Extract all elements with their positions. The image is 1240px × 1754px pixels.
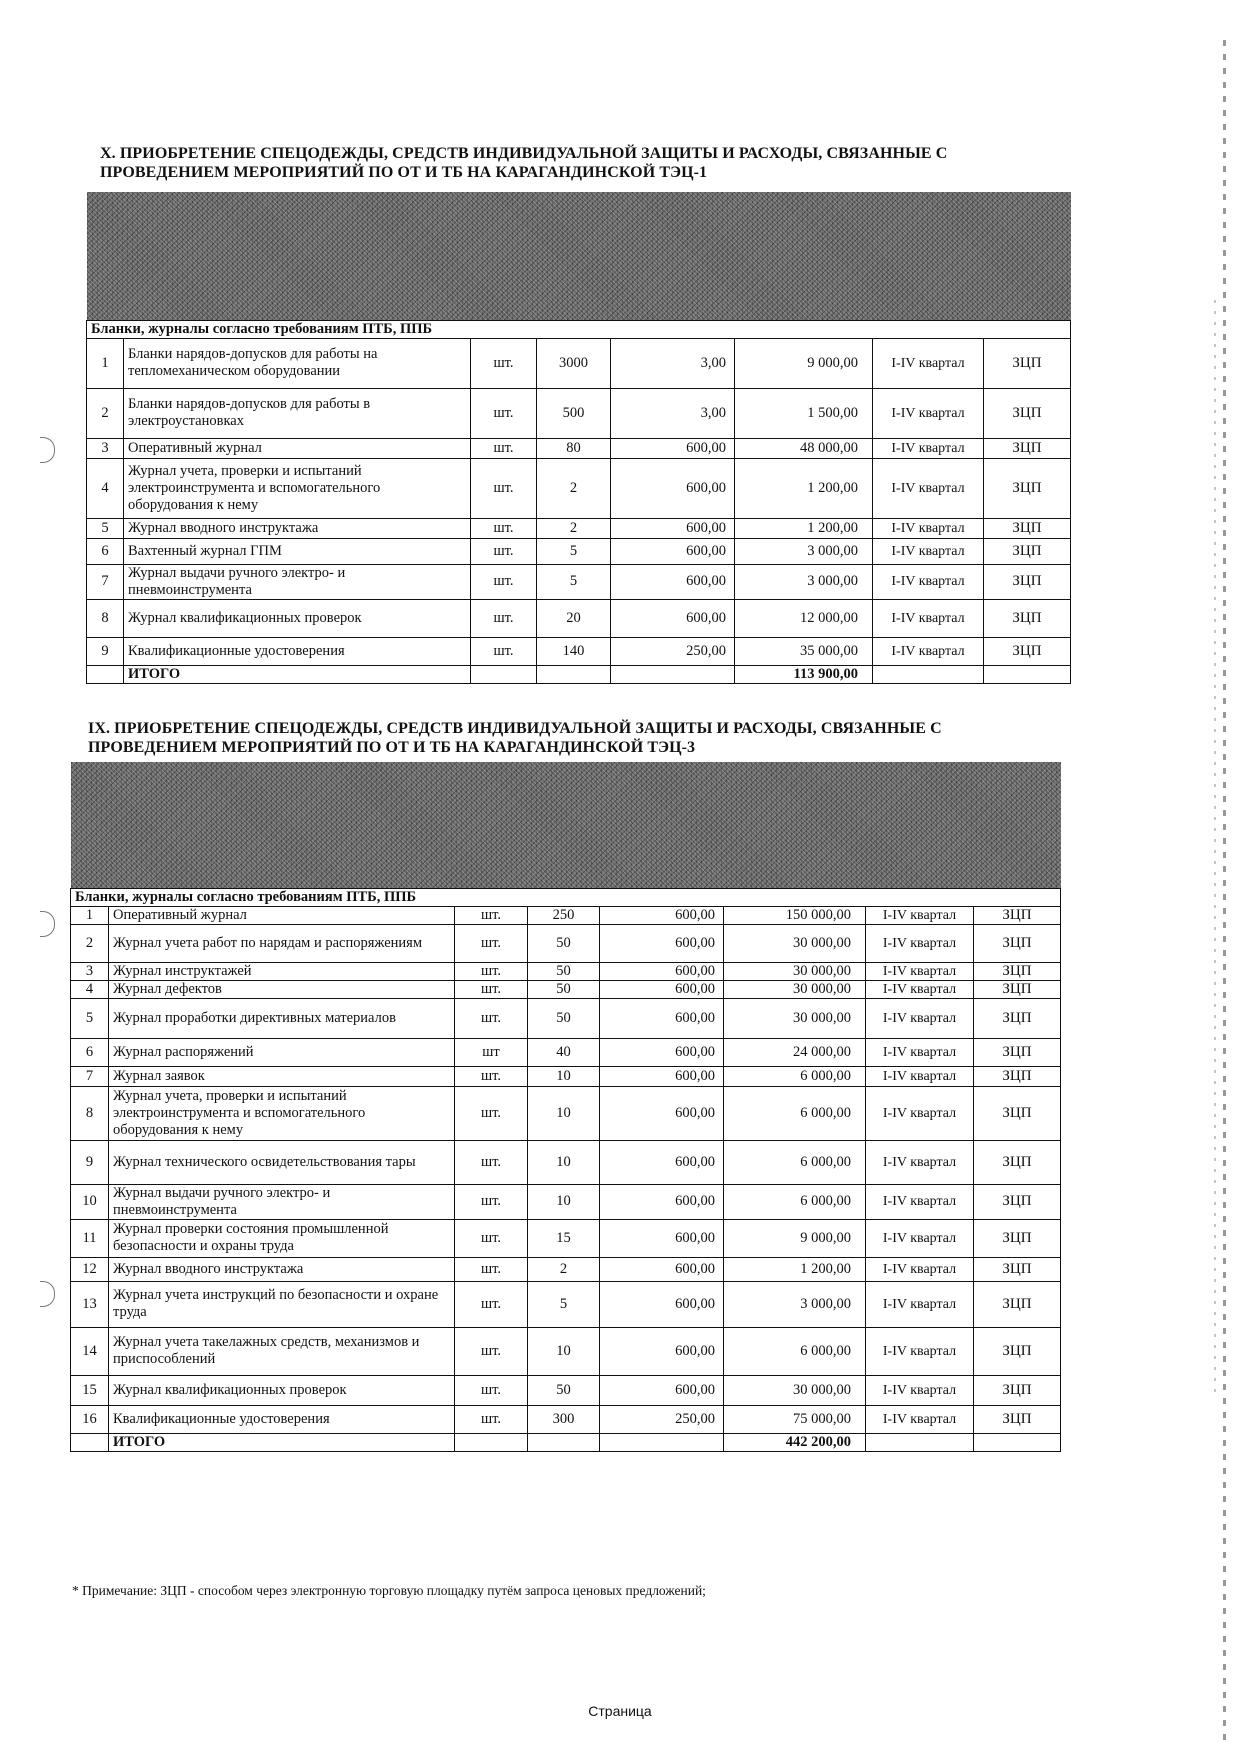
period: I-IV квартал bbox=[866, 1140, 974, 1184]
unit-price: 600,00 bbox=[600, 906, 724, 924]
unit: шт. bbox=[455, 1184, 528, 1219]
total-empty-cell bbox=[873, 665, 984, 683]
unit-price: 600,00 bbox=[600, 962, 724, 980]
row-number: 6 bbox=[71, 1038, 109, 1066]
sum: 30 000,00 bbox=[724, 962, 866, 980]
quantity: 500 bbox=[537, 388, 611, 438]
unit: шт. bbox=[455, 1140, 528, 1184]
item-name: Журнал учета, проверки и испытаний электроинструмента и вспомогательного оборудования к нему bbox=[124, 458, 471, 518]
period: I-IV квартал bbox=[866, 962, 974, 980]
total-row bbox=[87, 665, 1071, 683]
sum: 6 000,00 bbox=[724, 1086, 866, 1140]
procurement-method: ЗЦП bbox=[974, 1184, 1061, 1219]
sum: 24 000,00 bbox=[724, 1038, 866, 1066]
period: I-IV квартал bbox=[866, 1184, 974, 1219]
period: I-IV квартал bbox=[866, 1086, 974, 1140]
quantity: 50 bbox=[528, 1375, 600, 1405]
row-number: 11 bbox=[71, 1219, 109, 1257]
section1-table bbox=[86, 192, 1071, 684]
quantity: 3000 bbox=[537, 338, 611, 388]
unit-price: 600,00 bbox=[600, 1140, 724, 1184]
item-name: Оперативный журнал bbox=[124, 438, 471, 458]
table-row bbox=[87, 458, 1071, 518]
row-number: 13 bbox=[71, 1281, 109, 1327]
unit-price: 600,00 bbox=[600, 1327, 724, 1375]
procurement-method: ЗЦП bbox=[974, 980, 1061, 998]
quantity: 140 bbox=[537, 637, 611, 665]
period: I-IV квартал bbox=[866, 924, 974, 962]
item-name: Вахтенный журнал ГПМ bbox=[124, 538, 471, 564]
unit: шт. bbox=[455, 980, 528, 998]
table-row bbox=[87, 518, 1071, 538]
procurement-method: ЗЦП bbox=[974, 1327, 1061, 1375]
unit-price: 600,00 bbox=[600, 1281, 724, 1327]
procurement-method: ЗЦП bbox=[984, 637, 1071, 665]
row-number: 2 bbox=[71, 924, 109, 962]
row-number: 3 bbox=[71, 962, 109, 980]
sum: 75 000,00 bbox=[724, 1405, 866, 1433]
table-row bbox=[87, 538, 1071, 564]
table-row bbox=[71, 924, 1061, 962]
table-row bbox=[71, 998, 1061, 1038]
procurement-method: ЗЦП bbox=[974, 1140, 1061, 1184]
item-name: Журнал инструктажей bbox=[109, 962, 455, 980]
total-empty-cell bbox=[984, 665, 1071, 683]
procurement-method: ЗЦП bbox=[974, 1066, 1061, 1086]
row-number: 12 bbox=[71, 1257, 109, 1281]
unit-price: 600,00 bbox=[600, 1038, 724, 1066]
row-number: 6 bbox=[87, 538, 124, 564]
row-number: 2 bbox=[87, 388, 124, 438]
unit-price: 3,00 bbox=[611, 388, 735, 438]
row-number: 7 bbox=[87, 564, 124, 599]
table-header-shaded bbox=[87, 192, 1071, 320]
period: I-IV квартал bbox=[866, 1281, 974, 1327]
item-name: Квалификационные удостоверения bbox=[109, 1405, 455, 1433]
unit-price: 600,00 bbox=[600, 1066, 724, 1086]
table-row bbox=[71, 1086, 1061, 1140]
sum: 35 000,00 bbox=[735, 637, 873, 665]
total-row bbox=[71, 1433, 1061, 1451]
period: I-IV квартал bbox=[873, 564, 984, 599]
unit-price: 250,00 bbox=[600, 1405, 724, 1433]
unit: шт. bbox=[471, 458, 537, 518]
total-empty-cell bbox=[528, 1433, 600, 1451]
item-name: Журнал квалификационных проверок bbox=[124, 599, 471, 637]
row-number: 8 bbox=[71, 1086, 109, 1140]
punch-hole-mark bbox=[40, 1281, 55, 1307]
item-name: Журнал дефектов bbox=[109, 980, 455, 998]
row-number: 1 bbox=[71, 906, 109, 924]
unit-price: 600,00 bbox=[600, 1219, 724, 1257]
procurement-method: ЗЦП bbox=[984, 388, 1071, 438]
category-label: Бланки, журналы согласно требованиям ПТБ, ППБ bbox=[87, 320, 1071, 338]
quantity: 40 bbox=[528, 1038, 600, 1066]
period: I-IV квартал bbox=[873, 518, 984, 538]
sum: 6 000,00 bbox=[724, 1066, 866, 1086]
period: I-IV квартал bbox=[866, 1257, 974, 1281]
item-name: Журнал распоряжений bbox=[109, 1038, 455, 1066]
quantity: 5 bbox=[537, 538, 611, 564]
unit: шт. bbox=[455, 1405, 528, 1433]
item-name: Журнал вводного инструктажа bbox=[109, 1257, 455, 1281]
sum: 12 000,00 bbox=[735, 599, 873, 637]
period: I-IV квартал bbox=[866, 998, 974, 1038]
item-name: Бланки нарядов-допусков для работы на тепломеханическом оборудовании bbox=[124, 338, 471, 388]
procurement-method: ЗЦП bbox=[984, 338, 1071, 388]
sum: 30 000,00 bbox=[724, 1375, 866, 1405]
total-label: ИТОГО bbox=[124, 665, 471, 683]
row-number: 9 bbox=[71, 1140, 109, 1184]
total-sum: 113 900,00 bbox=[735, 665, 873, 683]
unit: шт. bbox=[455, 1327, 528, 1375]
punch-hole-mark bbox=[40, 437, 55, 463]
procurement-method: ЗЦП bbox=[974, 962, 1061, 980]
period: I-IV квартал bbox=[866, 1405, 974, 1433]
procurement-method: ЗЦП bbox=[974, 998, 1061, 1038]
quantity: 2 bbox=[528, 1257, 600, 1281]
quantity: 5 bbox=[528, 1281, 600, 1327]
item-name: Журнал вводного инструктажа bbox=[124, 518, 471, 538]
total-empty-cell bbox=[611, 665, 735, 683]
section2-title-line2: ПРОВЕДЕНИЕМ МЕРОПРИЯТИЙ ПО ОТ И ТБ НА КАРАГАНДИНСКОЙ ТЭЦ-3 bbox=[88, 739, 696, 756]
item-name: Журнал заявок bbox=[109, 1066, 455, 1086]
total-empty-cell bbox=[87, 665, 124, 683]
procurement-method: ЗЦП bbox=[984, 438, 1071, 458]
scan-edge-artifact bbox=[1223, 40, 1226, 1740]
procurement-method: ЗЦП bbox=[984, 564, 1071, 599]
unit: шт. bbox=[455, 1375, 528, 1405]
sum: 1 500,00 bbox=[735, 388, 873, 438]
unit-price: 600,00 bbox=[611, 438, 735, 458]
item-name: Журнал учета работ по нарядам и распоряжениям bbox=[109, 924, 455, 962]
unit-price: 600,00 bbox=[600, 1086, 724, 1140]
unit-price: 600,00 bbox=[600, 1257, 724, 1281]
unit: шт. bbox=[455, 998, 528, 1038]
unit: шт. bbox=[455, 1281, 528, 1327]
item-name: Оперативный журнал bbox=[109, 906, 455, 924]
section1-title-line2: ПРОВЕДЕНИЕМ МЕРОПРИЯТИЙ ПО ОТ И ТБ НА КАРАГАНДИНСКОЙ ТЭЦ-1 bbox=[100, 164, 708, 181]
sum: 30 000,00 bbox=[724, 924, 866, 962]
procurement-method: ЗЦП bbox=[974, 1405, 1061, 1433]
unit-price: 600,00 bbox=[600, 998, 724, 1038]
sum: 48 000,00 bbox=[735, 438, 873, 458]
sum: 9 000,00 bbox=[735, 338, 873, 388]
sum: 3 000,00 bbox=[735, 538, 873, 564]
scan-edge-artifact bbox=[1214, 300, 1216, 1400]
item-name: Журнал учета инструкций по безопасности и охране труда bbox=[109, 1281, 455, 1327]
sum: 1 200,00 bbox=[735, 518, 873, 538]
unit-price: 600,00 bbox=[600, 1184, 724, 1219]
procurement-method: ЗЦП bbox=[974, 924, 1061, 962]
table-row bbox=[87, 338, 1071, 388]
table-row bbox=[87, 388, 1071, 438]
period: I-IV квартал bbox=[866, 1219, 974, 1257]
item-name: Журнал квалификационных проверок bbox=[109, 1375, 455, 1405]
sum: 30 000,00 bbox=[724, 998, 866, 1038]
procurement-method: ЗЦП bbox=[974, 1038, 1061, 1066]
footnote: * Примечание: ЗЦП - способом через электронную торговую площадку путём запроса ценовых предложений; bbox=[72, 1583, 706, 1598]
unit-price: 600,00 bbox=[611, 518, 735, 538]
quantity: 300 bbox=[528, 1405, 600, 1433]
item-name: Квалификационные удостоверения bbox=[124, 637, 471, 665]
sum: 6 000,00 bbox=[724, 1327, 866, 1375]
item-name: Журнал выдачи ручного электро- и пневмоинструмента bbox=[124, 564, 471, 599]
row-number: 8 bbox=[87, 599, 124, 637]
table-row bbox=[71, 1219, 1061, 1257]
unit-price: 600,00 bbox=[600, 924, 724, 962]
table-row bbox=[71, 1327, 1061, 1375]
period: I-IV квартал bbox=[873, 338, 984, 388]
item-name: Журнал выдачи ручного электро- и пневмоинструмента bbox=[109, 1184, 455, 1219]
period: I-IV квартал bbox=[873, 458, 984, 518]
table-row bbox=[71, 906, 1061, 924]
row-number: 15 bbox=[71, 1375, 109, 1405]
row-number: 4 bbox=[71, 980, 109, 998]
table-header-shaded bbox=[71, 762, 1061, 888]
period: I-IV квартал bbox=[873, 637, 984, 665]
period: I-IV квартал bbox=[866, 906, 974, 924]
table-row bbox=[71, 962, 1061, 980]
procurement-method: ЗЦП bbox=[984, 458, 1071, 518]
unit: шт. bbox=[471, 438, 537, 458]
item-name: Бланки нарядов-допусков для работы в электроустановках bbox=[124, 388, 471, 438]
quantity: 10 bbox=[528, 1066, 600, 1086]
row-number: 3 bbox=[87, 438, 124, 458]
quantity: 20 bbox=[537, 599, 611, 637]
procurement-method: ЗЦП bbox=[974, 1375, 1061, 1405]
table-row bbox=[71, 1405, 1061, 1433]
item-name: Журнал учета, проверки и испытаний электроинструмента и вспомогательного оборудования к нему bbox=[109, 1086, 455, 1140]
sum: 150 000,00 bbox=[724, 906, 866, 924]
unit-price: 600,00 bbox=[611, 599, 735, 637]
unit: шт. bbox=[455, 924, 528, 962]
table-row bbox=[71, 980, 1061, 998]
section2-title bbox=[88, 719, 942, 757]
unit-price: 250,00 bbox=[611, 637, 735, 665]
period: I-IV квартал bbox=[873, 438, 984, 458]
unit-price: 600,00 bbox=[611, 458, 735, 518]
sum: 1 200,00 bbox=[735, 458, 873, 518]
unit-price: 600,00 bbox=[611, 538, 735, 564]
sum: 3 000,00 bbox=[724, 1281, 866, 1327]
item-name: Журнал проверки состояния промышленной безопасности и охраны труда bbox=[109, 1219, 455, 1257]
page-footer: Страница bbox=[588, 1703, 652, 1719]
quantity: 50 bbox=[528, 998, 600, 1038]
quantity: 5 bbox=[537, 564, 611, 599]
unit: шт. bbox=[471, 388, 537, 438]
table-row bbox=[87, 599, 1071, 637]
unit: шт. bbox=[471, 637, 537, 665]
procurement-method: ЗЦП bbox=[974, 906, 1061, 924]
table-row bbox=[71, 1281, 1061, 1327]
procurement-method: ЗЦП bbox=[984, 599, 1071, 637]
period: I-IV квартал bbox=[866, 1375, 974, 1405]
unit: шт. bbox=[471, 518, 537, 538]
quantity: 15 bbox=[528, 1219, 600, 1257]
unit: шт. bbox=[455, 1219, 528, 1257]
unit: шт. bbox=[455, 962, 528, 980]
quantity: 50 bbox=[528, 962, 600, 980]
quantity: 10 bbox=[528, 1184, 600, 1219]
sum: 3 000,00 bbox=[735, 564, 873, 599]
row-number: 5 bbox=[87, 518, 124, 538]
item-name: Журнал учета такелажных средств, механизмов и приспособлений bbox=[109, 1327, 455, 1375]
procurement-method: ЗЦП bbox=[974, 1086, 1061, 1140]
unit-price: 600,00 bbox=[611, 564, 735, 599]
unit: шт. bbox=[471, 564, 537, 599]
quantity: 50 bbox=[528, 980, 600, 998]
table-row bbox=[71, 1038, 1061, 1066]
sum: 30 000,00 bbox=[724, 980, 866, 998]
total-empty-cell bbox=[471, 665, 537, 683]
section2-title-line1: IX. ПРИОБРЕТЕНИЕ СПЕЦОДЕЖДЫ, СРЕДСТВ ИНДИВИДУАЛЬНОЙ ЗАЩИТЫ И РАСХОДЫ, СВЯЗАННЫЕ С bbox=[88, 720, 942, 737]
row-number: 14 bbox=[71, 1327, 109, 1375]
section2-table bbox=[70, 762, 1061, 1452]
quantity: 250 bbox=[528, 906, 600, 924]
period: I-IV квартал bbox=[866, 1066, 974, 1086]
row-number: 4 bbox=[87, 458, 124, 518]
table-row bbox=[87, 438, 1071, 458]
section1-title bbox=[100, 144, 947, 182]
section1-title-line1: X. ПРИОБРЕТЕНИЕ СПЕЦОДЕЖДЫ, СРЕДСТВ ИНДИВИДУАЛЬНОЙ ЗАЩИТЫ И РАСХОДЫ, СВЯЗАННЫЕ С bbox=[100, 145, 948, 162]
period: I-IV квартал bbox=[866, 1327, 974, 1375]
total-empty-cell bbox=[600, 1433, 724, 1451]
period: I-IV квартал bbox=[873, 599, 984, 637]
quantity: 10 bbox=[528, 1086, 600, 1140]
unit: шт. bbox=[471, 599, 537, 637]
procurement-method: ЗЦП bbox=[984, 518, 1071, 538]
period: I-IV квартал bbox=[866, 980, 974, 998]
quantity: 80 bbox=[537, 438, 611, 458]
quantity: 10 bbox=[528, 1327, 600, 1375]
procurement-method: ЗЦП bbox=[974, 1281, 1061, 1327]
item-name: Журнал технического освидетельствования тары bbox=[109, 1140, 455, 1184]
unit-price: 600,00 bbox=[600, 980, 724, 998]
unit: шт. bbox=[471, 338, 537, 388]
table-row bbox=[71, 1140, 1061, 1184]
procurement-method: ЗЦП bbox=[984, 538, 1071, 564]
row-number: 9 bbox=[87, 637, 124, 665]
total-empty-cell bbox=[71, 1433, 109, 1451]
unit: шт. bbox=[455, 1086, 528, 1140]
category-label: Бланки, журналы согласно требованиям ПТБ, ППБ bbox=[71, 888, 1061, 906]
sum: 6 000,00 bbox=[724, 1140, 866, 1184]
item-name: Журнал проработки директивных материалов bbox=[109, 998, 455, 1038]
total-empty-cell bbox=[974, 1433, 1061, 1451]
row-number: 1 bbox=[87, 338, 124, 388]
row-number: 16 bbox=[71, 1405, 109, 1433]
row-number: 10 bbox=[71, 1184, 109, 1219]
procurement-method: ЗЦП bbox=[974, 1257, 1061, 1281]
quantity: 50 bbox=[528, 924, 600, 962]
unit-price: 600,00 bbox=[600, 1375, 724, 1405]
period: I-IV квартал bbox=[873, 388, 984, 438]
unit: шт. bbox=[455, 1257, 528, 1281]
unit: шт. bbox=[455, 1066, 528, 1086]
period: I-IV квартал bbox=[866, 1038, 974, 1066]
total-sum: 442 200,00 bbox=[724, 1433, 866, 1451]
table-row bbox=[71, 1066, 1061, 1086]
table-row bbox=[87, 637, 1071, 665]
quantity: 10 bbox=[528, 1140, 600, 1184]
table-row bbox=[71, 1375, 1061, 1405]
total-empty-cell bbox=[455, 1433, 528, 1451]
quantity: 2 bbox=[537, 518, 611, 538]
unit-price: 3,00 bbox=[611, 338, 735, 388]
row-number: 7 bbox=[71, 1066, 109, 1086]
procurement-method: ЗЦП bbox=[974, 1219, 1061, 1257]
unit: шт. bbox=[471, 538, 537, 564]
sum: 9 000,00 bbox=[724, 1219, 866, 1257]
table-row bbox=[87, 564, 1071, 599]
row-number: 5 bbox=[71, 998, 109, 1038]
period: I-IV квартал bbox=[873, 538, 984, 564]
category-row bbox=[71, 888, 1061, 906]
sum: 1 200,00 bbox=[724, 1257, 866, 1281]
total-empty-cell bbox=[537, 665, 611, 683]
punch-hole-mark bbox=[40, 911, 55, 937]
table-row bbox=[71, 1257, 1061, 1281]
total-empty-cell bbox=[866, 1433, 974, 1451]
sum: 6 000,00 bbox=[724, 1184, 866, 1219]
quantity: 2 bbox=[537, 458, 611, 518]
unit: шт bbox=[455, 1038, 528, 1066]
unit: шт. bbox=[455, 906, 528, 924]
total-label: ИТОГО bbox=[109, 1433, 455, 1451]
table-row bbox=[71, 1184, 1061, 1219]
category-row bbox=[87, 320, 1071, 338]
